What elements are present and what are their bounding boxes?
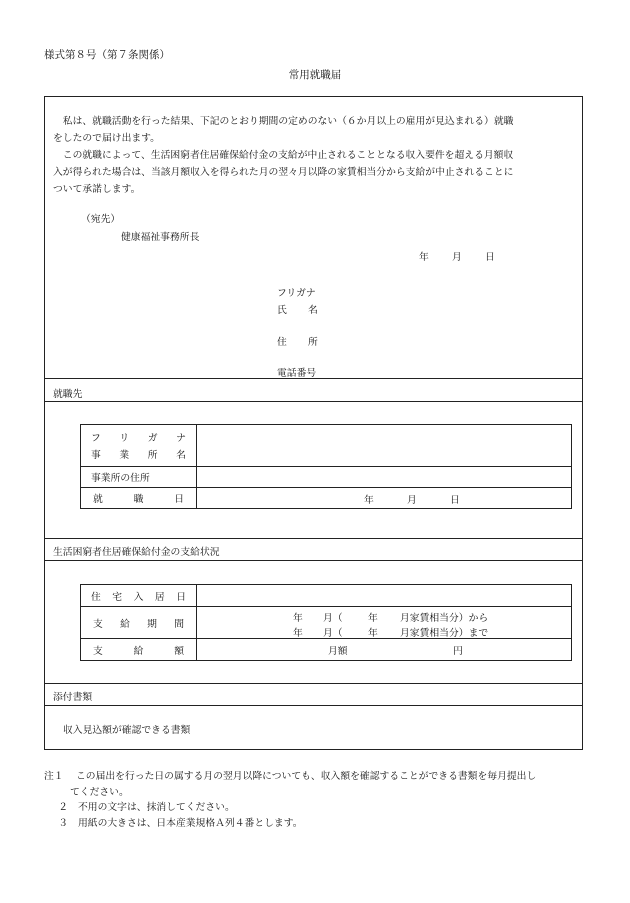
note-item xyxy=(44,800,536,816)
declaration-line: 入が得られた場合は、当該月額収入を得られた月の翌々月以降の家賃相当分から支給が中止されることに xyxy=(53,167,514,178)
payment-amount-field[interactable] xyxy=(197,639,572,661)
char: 日 xyxy=(174,494,184,505)
period-from-month: 月（ xyxy=(323,613,343,624)
note-text: 不用の文字は、抹消してください。 xyxy=(78,802,235,813)
note-number: 注１ xyxy=(44,771,64,782)
period-to-year: 年 xyxy=(293,628,303,639)
payment-period-field[interactable] xyxy=(197,607,572,639)
char: ナ xyxy=(176,433,186,444)
declaration-line: 私は、就職活動を行った結果、下記のとおり期間の定めのない（６か月以上の雇用が見込まれる）就職 xyxy=(53,116,514,127)
char: 宅 xyxy=(112,591,123,603)
date-month: 月 xyxy=(452,252,462,263)
char: 入 xyxy=(133,591,144,603)
char: 額 xyxy=(174,645,184,657)
benefit-section-title: 生活困窮者住居確保給付金の支給状況 xyxy=(53,547,220,558)
monthly-label: 月額 xyxy=(328,646,348,657)
applicant-address-label-1: 住 xyxy=(277,337,287,348)
divider xyxy=(45,378,582,379)
period-from-rent-year: 年 xyxy=(368,613,378,624)
note-item xyxy=(44,816,536,832)
addressee-name: 健康福祉事務所長 xyxy=(121,232,200,243)
start-date-day: 日 xyxy=(450,495,460,506)
period-to-month: 月（ xyxy=(323,628,343,639)
declaration-line: この就職によって、生活困窮者住居確保給付金の支給が中止されることとなる収入要件を超える月額収 xyxy=(53,150,514,161)
office-name-field[interactable] xyxy=(197,425,572,467)
applicant-address-label-2: 所 xyxy=(308,337,318,348)
attachment-item: 収入見込額が確認できる書類 xyxy=(63,725,191,736)
char: 業 xyxy=(119,450,130,461)
divider xyxy=(45,401,582,402)
applicant-phone-label: 電話番号 xyxy=(277,368,317,379)
start-date-header xyxy=(81,488,197,509)
move-in-date-header xyxy=(81,585,197,607)
yen-label: 円 xyxy=(453,646,463,657)
divider xyxy=(45,538,582,539)
period-from-rent: 月家賃相当分）から xyxy=(400,613,489,624)
char: 給 xyxy=(133,645,144,657)
form-number: 様式第８号（第７条関係） xyxy=(44,49,170,61)
date-year: 年 xyxy=(419,252,429,263)
period-to-rent-year: 年 xyxy=(368,628,378,639)
char: 事 xyxy=(91,450,101,461)
char: 名 xyxy=(176,450,186,461)
office-address-header: 事業所の住所 xyxy=(81,467,197,488)
char: 日 xyxy=(176,591,186,603)
char: 期 xyxy=(147,618,157,630)
declaration-line: をしたので届け出ます。 xyxy=(53,133,160,144)
payment-period-header xyxy=(81,607,197,639)
start-date-year: 年 xyxy=(364,495,374,506)
applicant-name-label-2: 名 xyxy=(308,305,318,316)
start-date-month: 月 xyxy=(407,495,417,506)
char: 住 xyxy=(91,591,101,603)
note-item xyxy=(44,769,536,785)
note-text: 用紙の大きさは、日本産業規格Ａ列４番とします。 xyxy=(78,817,303,829)
move-in-date-field[interactable] xyxy=(197,585,572,607)
declaration-line: ついて承諾します。 xyxy=(53,184,141,195)
char: 支 xyxy=(93,618,103,630)
form-frame xyxy=(44,96,583,750)
note-text: この届出を行った日の属する月の翌月以降についても、収入額を確認することができる書類を毎月提出し xyxy=(76,771,537,782)
char: リ xyxy=(119,433,130,444)
start-date-field[interactable] xyxy=(197,488,572,509)
divider xyxy=(45,683,582,684)
employment-section-title: 就職先 xyxy=(53,389,83,400)
char: 所 xyxy=(147,450,158,461)
period-from-year: 年 xyxy=(293,613,303,624)
note-number: ２ xyxy=(58,802,68,813)
char: 給 xyxy=(120,618,130,630)
char: フ xyxy=(91,433,101,444)
divider xyxy=(45,705,582,706)
period-to-rent: 月家賃相当分）まで xyxy=(400,628,489,639)
payment-amount-header xyxy=(81,639,197,661)
office-address-field[interactable] xyxy=(197,467,572,488)
char: 職 xyxy=(133,494,144,505)
benefit-table xyxy=(80,584,572,661)
char: 支 xyxy=(93,645,103,657)
note-continuation: てください。 xyxy=(70,786,129,798)
notes xyxy=(44,769,536,831)
note-number: ３ xyxy=(58,817,68,829)
char: 就 xyxy=(93,494,103,505)
divider xyxy=(45,560,582,561)
applicant-name-label-1: 氏 xyxy=(277,305,287,316)
attachment-section-title: 添付書類 xyxy=(53,692,93,703)
office-name-header xyxy=(81,425,197,467)
employment-table xyxy=(80,424,572,509)
char: 居 xyxy=(154,591,165,603)
form-title: 常用就職届 xyxy=(288,69,342,81)
declaration-text xyxy=(53,113,574,198)
char: ガ xyxy=(147,433,158,444)
date-day: 日 xyxy=(485,252,495,263)
addressee-label: （宛先） xyxy=(81,214,121,225)
char: 間 xyxy=(174,618,184,630)
applicant-furigana-label: フリガナ xyxy=(277,288,316,299)
